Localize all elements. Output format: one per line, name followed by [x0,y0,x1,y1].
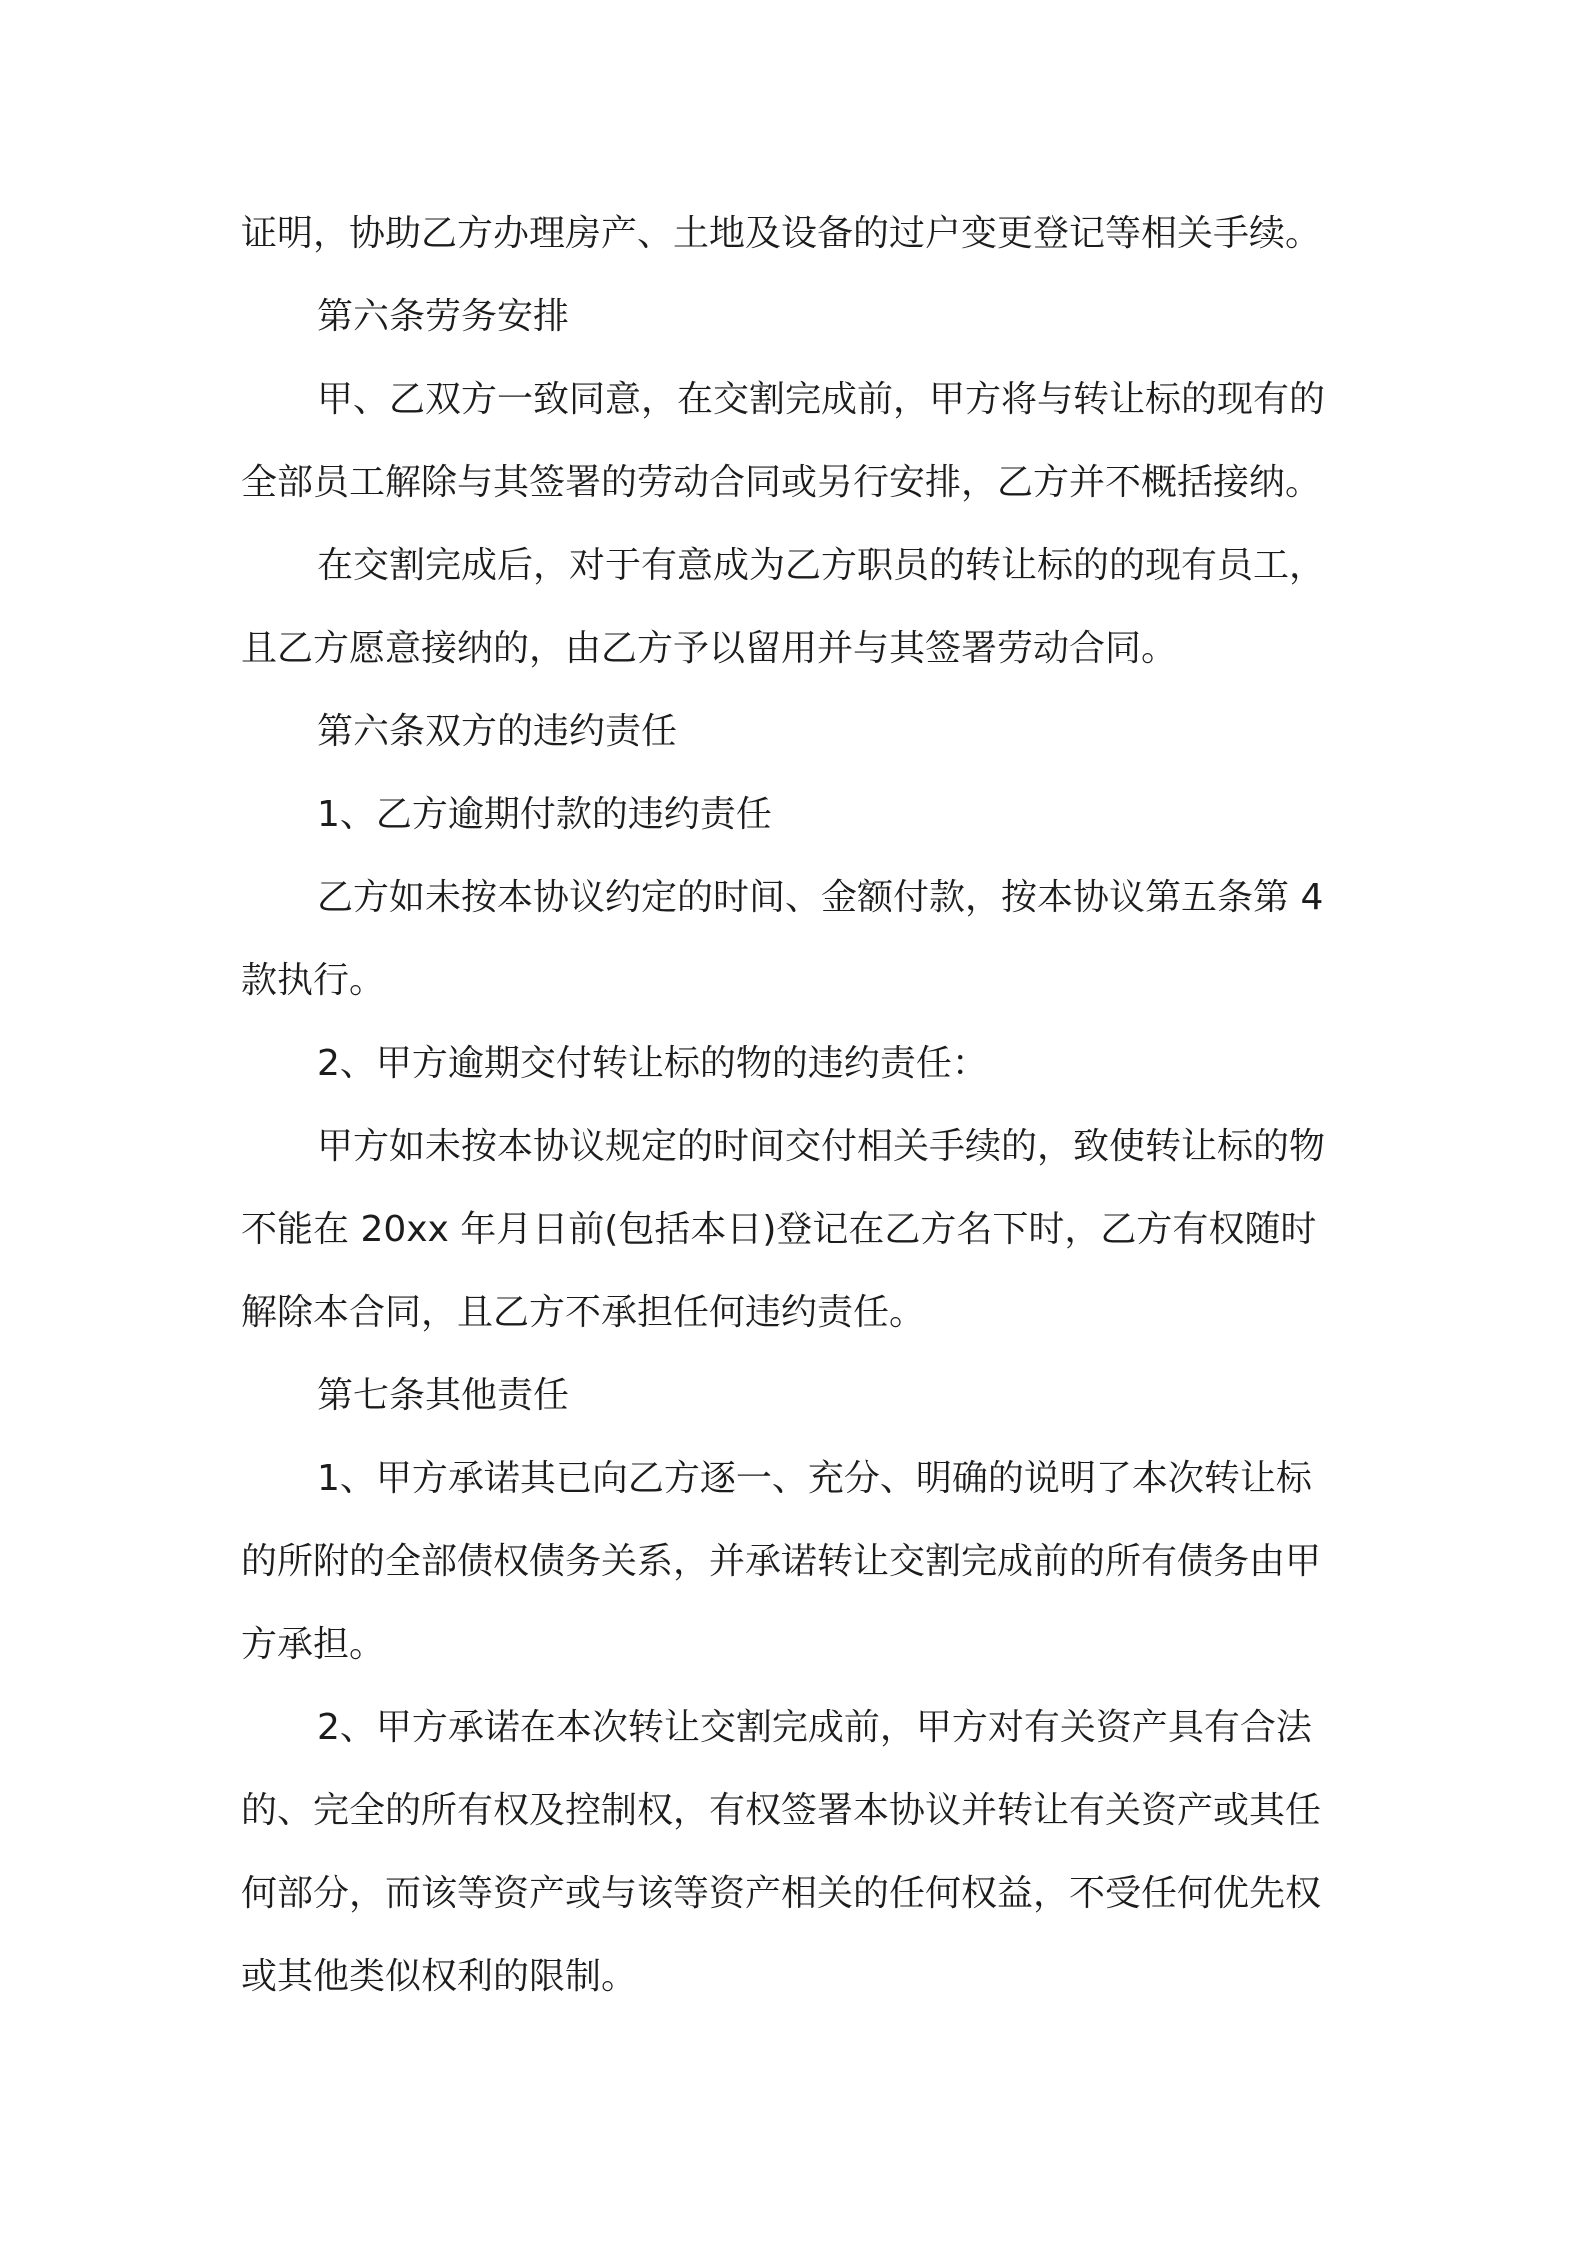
paragraph-line: 1、甲方承诺其已向乙方逐一、充分、明确的说明了本次转让标 [317,1458,1312,1499]
paragraph-line: 2、甲方承诺在本次转让交割完成前，甲方对有关资产具有合法 [317,1707,1312,1748]
document-body [241,192,1363,2018]
paragraph-line: 的、完全的所有权及控制权，有权签署本协议并转让有关资产或其任 [241,1790,1322,1831]
clause-heading: 2、甲方逾期交付转让标的物的违约责任： [317,1043,988,1084]
paragraph-line: 款执行。 [241,960,386,1001]
paragraph-line: 在交割完成后，对于有意成为乙方职员的转让标的的现有员工， [317,545,1326,586]
paragraph-line: 解除本合同，且乙方不承担任何违约责任。 [241,1292,926,1333]
paragraph-line: 乙方如未按本协议约定的时间、金额付款，按本协议第五条第 4 [317,877,1324,918]
clause-heading: 1、乙方逾期付款的违约责任 [317,794,772,835]
paragraph-line: 不能在 20xx 年月日前(包括本日)登记在乙方名下时，乙方有权随时 [241,1209,1317,1250]
paragraph-line: 或其他类似权利的限制。 [241,1956,638,1997]
paragraph-line: 方承担。 [241,1624,386,1665]
section-heading: 第六条劳务安排 [317,296,570,337]
paragraph-line: 证明，协助乙方办理房产、土地及设备的过户变更登记等相关手续。 [241,213,1322,254]
paragraph-line: 且乙方愿意接纳的，由乙方予以留用并与其签署劳动合同。 [241,628,1178,669]
section-heading: 第七条其他责任 [317,1375,570,1416]
paragraph-line: 甲、乙双方一致同意，在交割完成前，甲方将与转让标的现有的 [317,379,1326,420]
paragraph-line: 甲方如未按本协议规定的时间交付相关手续的，致使转让标的物 [317,1126,1326,1167]
paragraph-line: 的所附的全部债权债务关系，并承诺转让交割完成前的所有债务由甲 [241,1541,1322,1582]
section-heading: 第六条双方的违约责任 [317,711,678,752]
paragraph-line: 全部员工解除与其签署的劳动合同或另行安排，乙方并不概括接纳。 [241,462,1322,503]
paragraph-line: 何部分，而该等资产或与该等资产相关的任何权益，不受任何优先权 [241,1873,1322,1914]
